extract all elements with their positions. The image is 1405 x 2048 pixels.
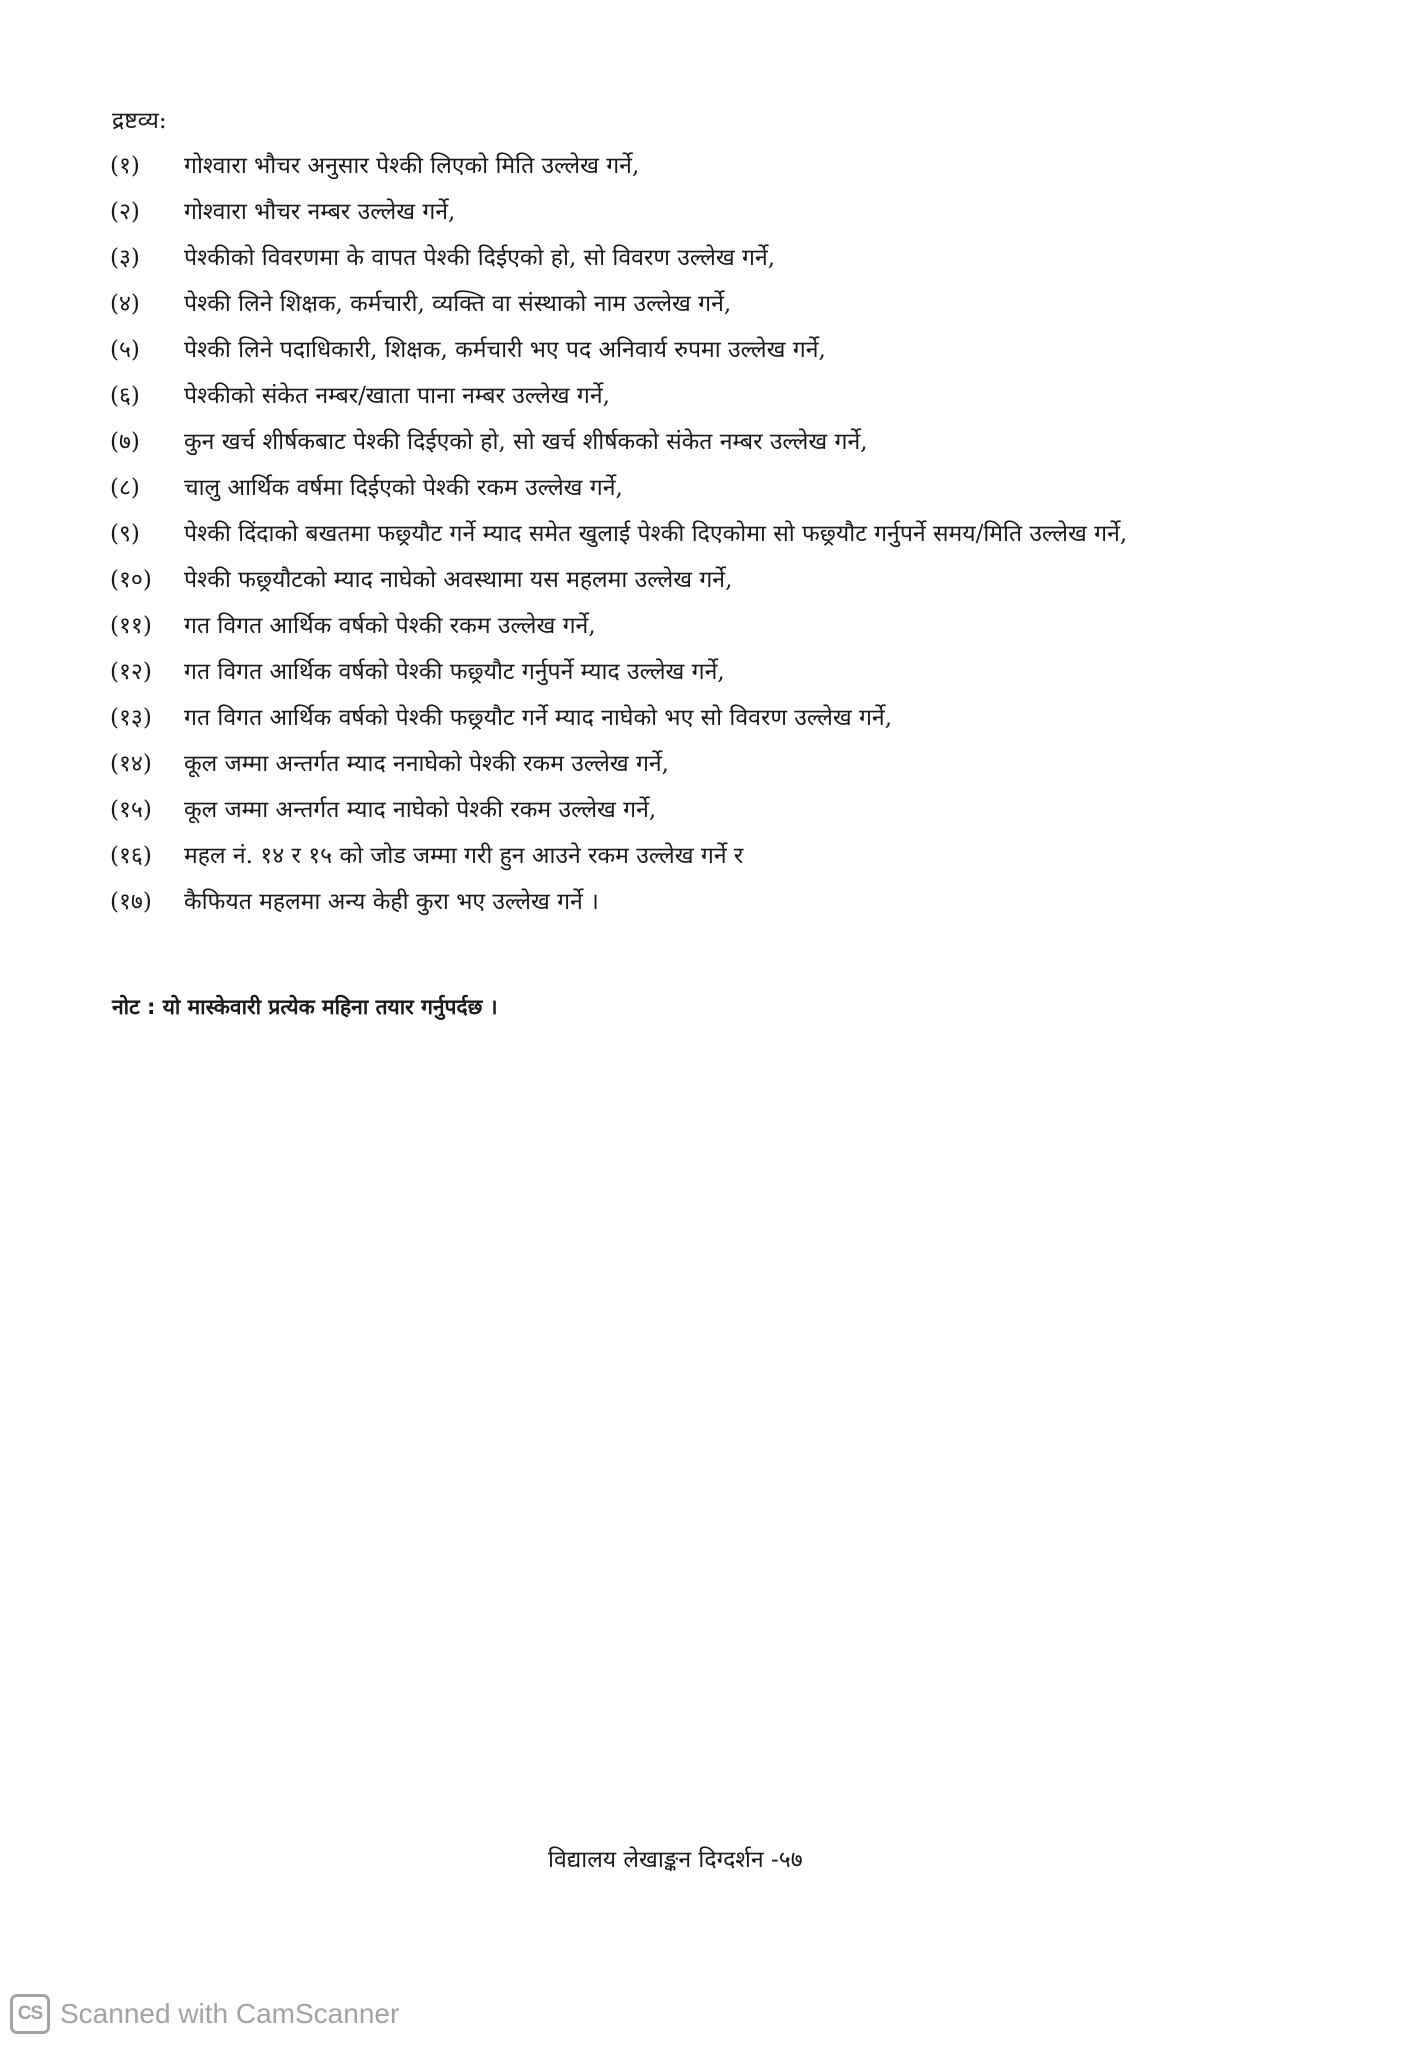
notes-heading: द्रष्टव्य: (112, 108, 167, 134)
note-number: (१४) (110, 751, 152, 777)
list-item (110, 376, 1127, 422)
note-number: (८) (110, 475, 140, 501)
note-text: पेश्कीको संकेत नम्बर/खाता पाना नम्बर उल्लेख गर्ने, (184, 383, 610, 409)
notes-list (110, 146, 1127, 928)
note-number: (६) (110, 383, 140, 409)
note-text: पेश्की दिंदाको बखतमा फछ्र्यौट गर्ने म्याद समेत खुलाई पेश्की दिएकोमा सो फछ्र्यौट गर्नुपर्ने समय/मिति उल्लेख गर्ने, (184, 521, 1128, 547)
list-item (110, 192, 1127, 238)
note-number: (१०) (110, 567, 152, 593)
note-text: गत विगत आर्थिक वर्षको पेश्की रकम उल्लेख गर्ने, (184, 613, 596, 639)
list-item (110, 836, 1127, 882)
note-text: कूल जम्मा अन्तर्गत म्याद ननाघेको पेश्की रकम उल्लेख गर्ने, (184, 751, 669, 777)
note-text: पेश्की लिने पदाधिकारी, शिक्षक, कर्मचारी भए पद अनिवार्य रुपमा उल्लेख गर्ने, (184, 337, 826, 363)
note-text: गत विगत आर्थिक वर्षको पेश्की फछ्र्यौट गर्नुपर्ने म्याद उल्लेख गर्ने, (184, 659, 725, 685)
list-item (110, 560, 1127, 606)
note-number: (१) (110, 153, 140, 179)
note-number: (१६) (110, 843, 152, 869)
note-text: पेश्कीको विवरणमा के वापत पेश्की दिईएको हो, सो विवरण उल्लेख गर्ने, (184, 245, 776, 271)
list-item (110, 468, 1127, 514)
list-item (110, 744, 1127, 790)
note-number: (१३) (110, 705, 152, 731)
camscanner-logo-icon: CS (10, 1994, 50, 2034)
scanner-watermark-text: Scanned with CamScanner (60, 1998, 400, 2029)
note-text: कूल जम्मा अन्तर्गत म्याद नाघेको पेश्की रकम उल्लेख गर्ने, (184, 797, 657, 823)
note-text: कैफियत महलमा अन्य केही कुरा भए उल्लेख गर्ने । (184, 889, 599, 915)
note-number: (१२) (110, 659, 152, 685)
list-item (110, 146, 1127, 192)
note-text: गत विगत आर्थिक वर्षको पेश्की फछ्र्यौट गर्ने म्याद नाघेको भए सो विवरण उल्लेख गर्ने, (184, 705, 893, 731)
list-item (110, 790, 1127, 836)
list-item (110, 882, 1127, 928)
scanner-watermark (10, 1992, 399, 2036)
note-number: (४) (110, 291, 140, 317)
note-text: महल नं. १४ र १५ को जोड जम्मा गरी हुन आउने रकम उल्लेख गर्ने र (184, 843, 744, 869)
note-number: (५) (110, 337, 140, 363)
list-item (110, 698, 1127, 744)
note-number: (३) (110, 245, 140, 271)
note-number: (११) (110, 613, 152, 639)
list-item (110, 652, 1127, 698)
list-item (110, 284, 1127, 330)
note-number: (१७) (110, 889, 152, 915)
note-text: पेश्की फछ्र्यौटको म्याद नाघेको अवस्थामा यस महलमा उल्लेख गर्ने, (184, 567, 733, 593)
note-number: (९) (110, 521, 140, 547)
note-text: कुन खर्च शीर्षकबाट पेश्की दिईएको हो, सो खर्च शीर्षकको संकेत नम्बर उल्लेख गर्ने, (184, 429, 868, 455)
note-text: गोश्वारा भौचर अनुसार पेश्की लिएको मिति उल्लेख गर्ने, (184, 153, 640, 179)
list-item (110, 606, 1127, 652)
list-item (110, 330, 1127, 376)
page-footer: विद्यालय लेखाङ्कन दिग्दर्शन -५७ (548, 1847, 803, 1873)
note-text: चालु आर्थिक वर्षमा दिईएको पेश्की रकम उल्लेख गर्ने, (184, 475, 623, 501)
note-number: (१५) (110, 797, 152, 823)
list-item (110, 422, 1127, 468)
list-item (110, 514, 1127, 560)
note-number: (७) (110, 429, 140, 455)
footnote: नोट : यो मास्केवारी प्रत्येक महिना तयार गर्नुपर्दछ । (112, 995, 498, 1019)
note-text: गोश्वारा भौचर नम्बर उल्लेख गर्ने, (184, 199, 456, 225)
note-text: पेश्की लिने शिक्षक, कर्मचारी, व्यक्ति वा संस्थाको नाम उल्लेख गर्ने, (184, 291, 732, 317)
list-item (110, 238, 1127, 284)
note-number: (२) (110, 199, 140, 225)
